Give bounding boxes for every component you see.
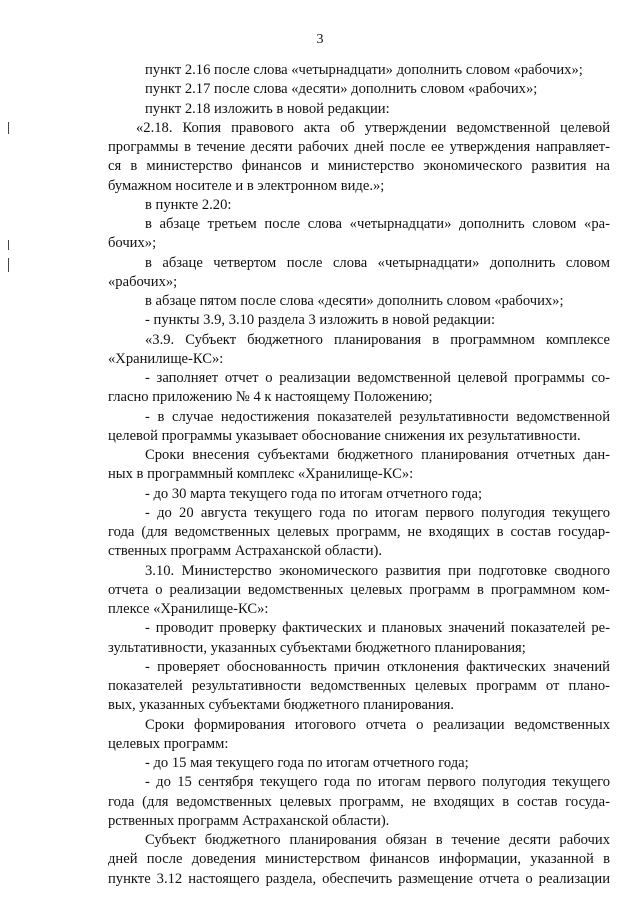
text-line: гласно приложению № 4 к настоящему Положению; xyxy=(108,389,433,406)
text-line: Сроки внесения субъектами бюджетного планирования отчетных дан- xyxy=(145,447,610,463)
text-line: года (для ведомственных целевых программ, не входящих в состав государ- xyxy=(108,524,610,540)
text-line: пункт 2.17 после слова «десяти» дополнить словом «рабочих»; xyxy=(145,81,538,98)
text-line: дней после доведения министерством финансов информации, указанной в xyxy=(108,851,610,868)
text-line: Сроки формирования итогового отчета о реализации ведомственных xyxy=(145,716,610,733)
text-line: - до 15 мая текущего года по итогам отчетного года; xyxy=(145,755,469,771)
text-line: «Хранилище-КС»: xyxy=(108,350,224,367)
text-line: - проводит проверку фактических и плановых значений показателей ре- xyxy=(145,620,610,637)
text-line: отчета о реализации ведомственных целевых программ в программном ком- xyxy=(108,581,610,598)
margin-mark xyxy=(8,240,9,250)
text-line: целевых программ: xyxy=(108,735,229,752)
text-line: пункте 3.12 настоящего раздела, обеспечить размещение отчета о реализации xyxy=(108,870,610,887)
text-line: Субъект бюджетного планирования обязан в течение десяти рабочих xyxy=(145,832,610,848)
text-line: «3.9. Субъект бюджетного планирования в программном комплексе xyxy=(145,331,610,348)
text-line: «рабочих»; xyxy=(108,273,178,290)
text-line: программы в течение десяти рабочих дней после ее утверждения направляет- xyxy=(108,139,610,155)
text-line: зультативности, указанных субъектами бюджетного планирования; xyxy=(108,639,526,656)
text-line: - заполняет отчет о реализации ведомственной целевой программы со- xyxy=(145,370,610,386)
page-number: 3 xyxy=(316,32,324,47)
text-line: плексе «Хранилище-КС»: xyxy=(108,601,269,617)
text-line: в абзаце четвертом после слова «четырнадцати» дополнить словом xyxy=(145,254,610,271)
text-line: пункт 2.16 после слова «четырнадцати» дополнить словом «рабочих»; xyxy=(145,62,583,78)
text-line: в пункте 2.20: xyxy=(145,196,232,213)
text-line: - пункты 3.9, 3.10 раздела 3 изложить в новой редакции: xyxy=(145,312,496,329)
text-line: ственных программ Астраханской области). xyxy=(108,543,383,560)
text-line: ся в министерство финансов и министерство экономического развития на xyxy=(108,158,610,175)
text-line: года (для ведомственных целевых программ, не входящих в состав госуда- xyxy=(108,793,610,810)
text-line: 3.10. Министерство экономического развития при подготовке сводного xyxy=(145,562,610,579)
text-line: показателей результативности ведомственных целевых программ от плано- xyxy=(108,678,610,694)
text-line: - проверяет обоснованность причин отклонения фактических значений xyxy=(145,658,610,675)
text-line: - до 15 сентября текущего года по итогам первого полугодия текущего xyxy=(145,774,610,791)
text-line: бумажном носителе и в электронном виде.»; xyxy=(108,177,385,194)
text-line: целевой программы указывает обоснование снижения их результативности. xyxy=(108,427,581,444)
text-line: вых, указанных субъектами бюджетного планирования. xyxy=(108,697,455,714)
text-line: бочих»; xyxy=(108,235,157,252)
text-line: рственных программ Астраханской области). xyxy=(108,812,390,829)
text-line: пункт 2.18 изложить в новой редакции: xyxy=(145,100,390,117)
text-line: «2.18. Копия правового акта об утверждении ведомственной целевой xyxy=(136,119,610,136)
text-line: - в случае недостижения показателей результативности ведомственной xyxy=(145,408,610,425)
margin-mark xyxy=(8,122,9,134)
text-line: в абзаце третьем после слова «четырнадцати» дополнить словом «ра- xyxy=(145,216,610,232)
text-line: - до 30 марта текущего года по итогам отчетного года; xyxy=(145,485,483,502)
text-line: ных в программный комплекс «Хранилище-КС»: xyxy=(108,466,414,483)
document-body xyxy=(108,61,610,889)
margin-mark xyxy=(8,258,9,272)
text-line: - до 20 августа текущего года по итогам первого полугодия текущего xyxy=(145,504,610,521)
text-line: в абзаце пятом после слова «десяти» дополнить словом «рабочих»; xyxy=(145,293,564,309)
